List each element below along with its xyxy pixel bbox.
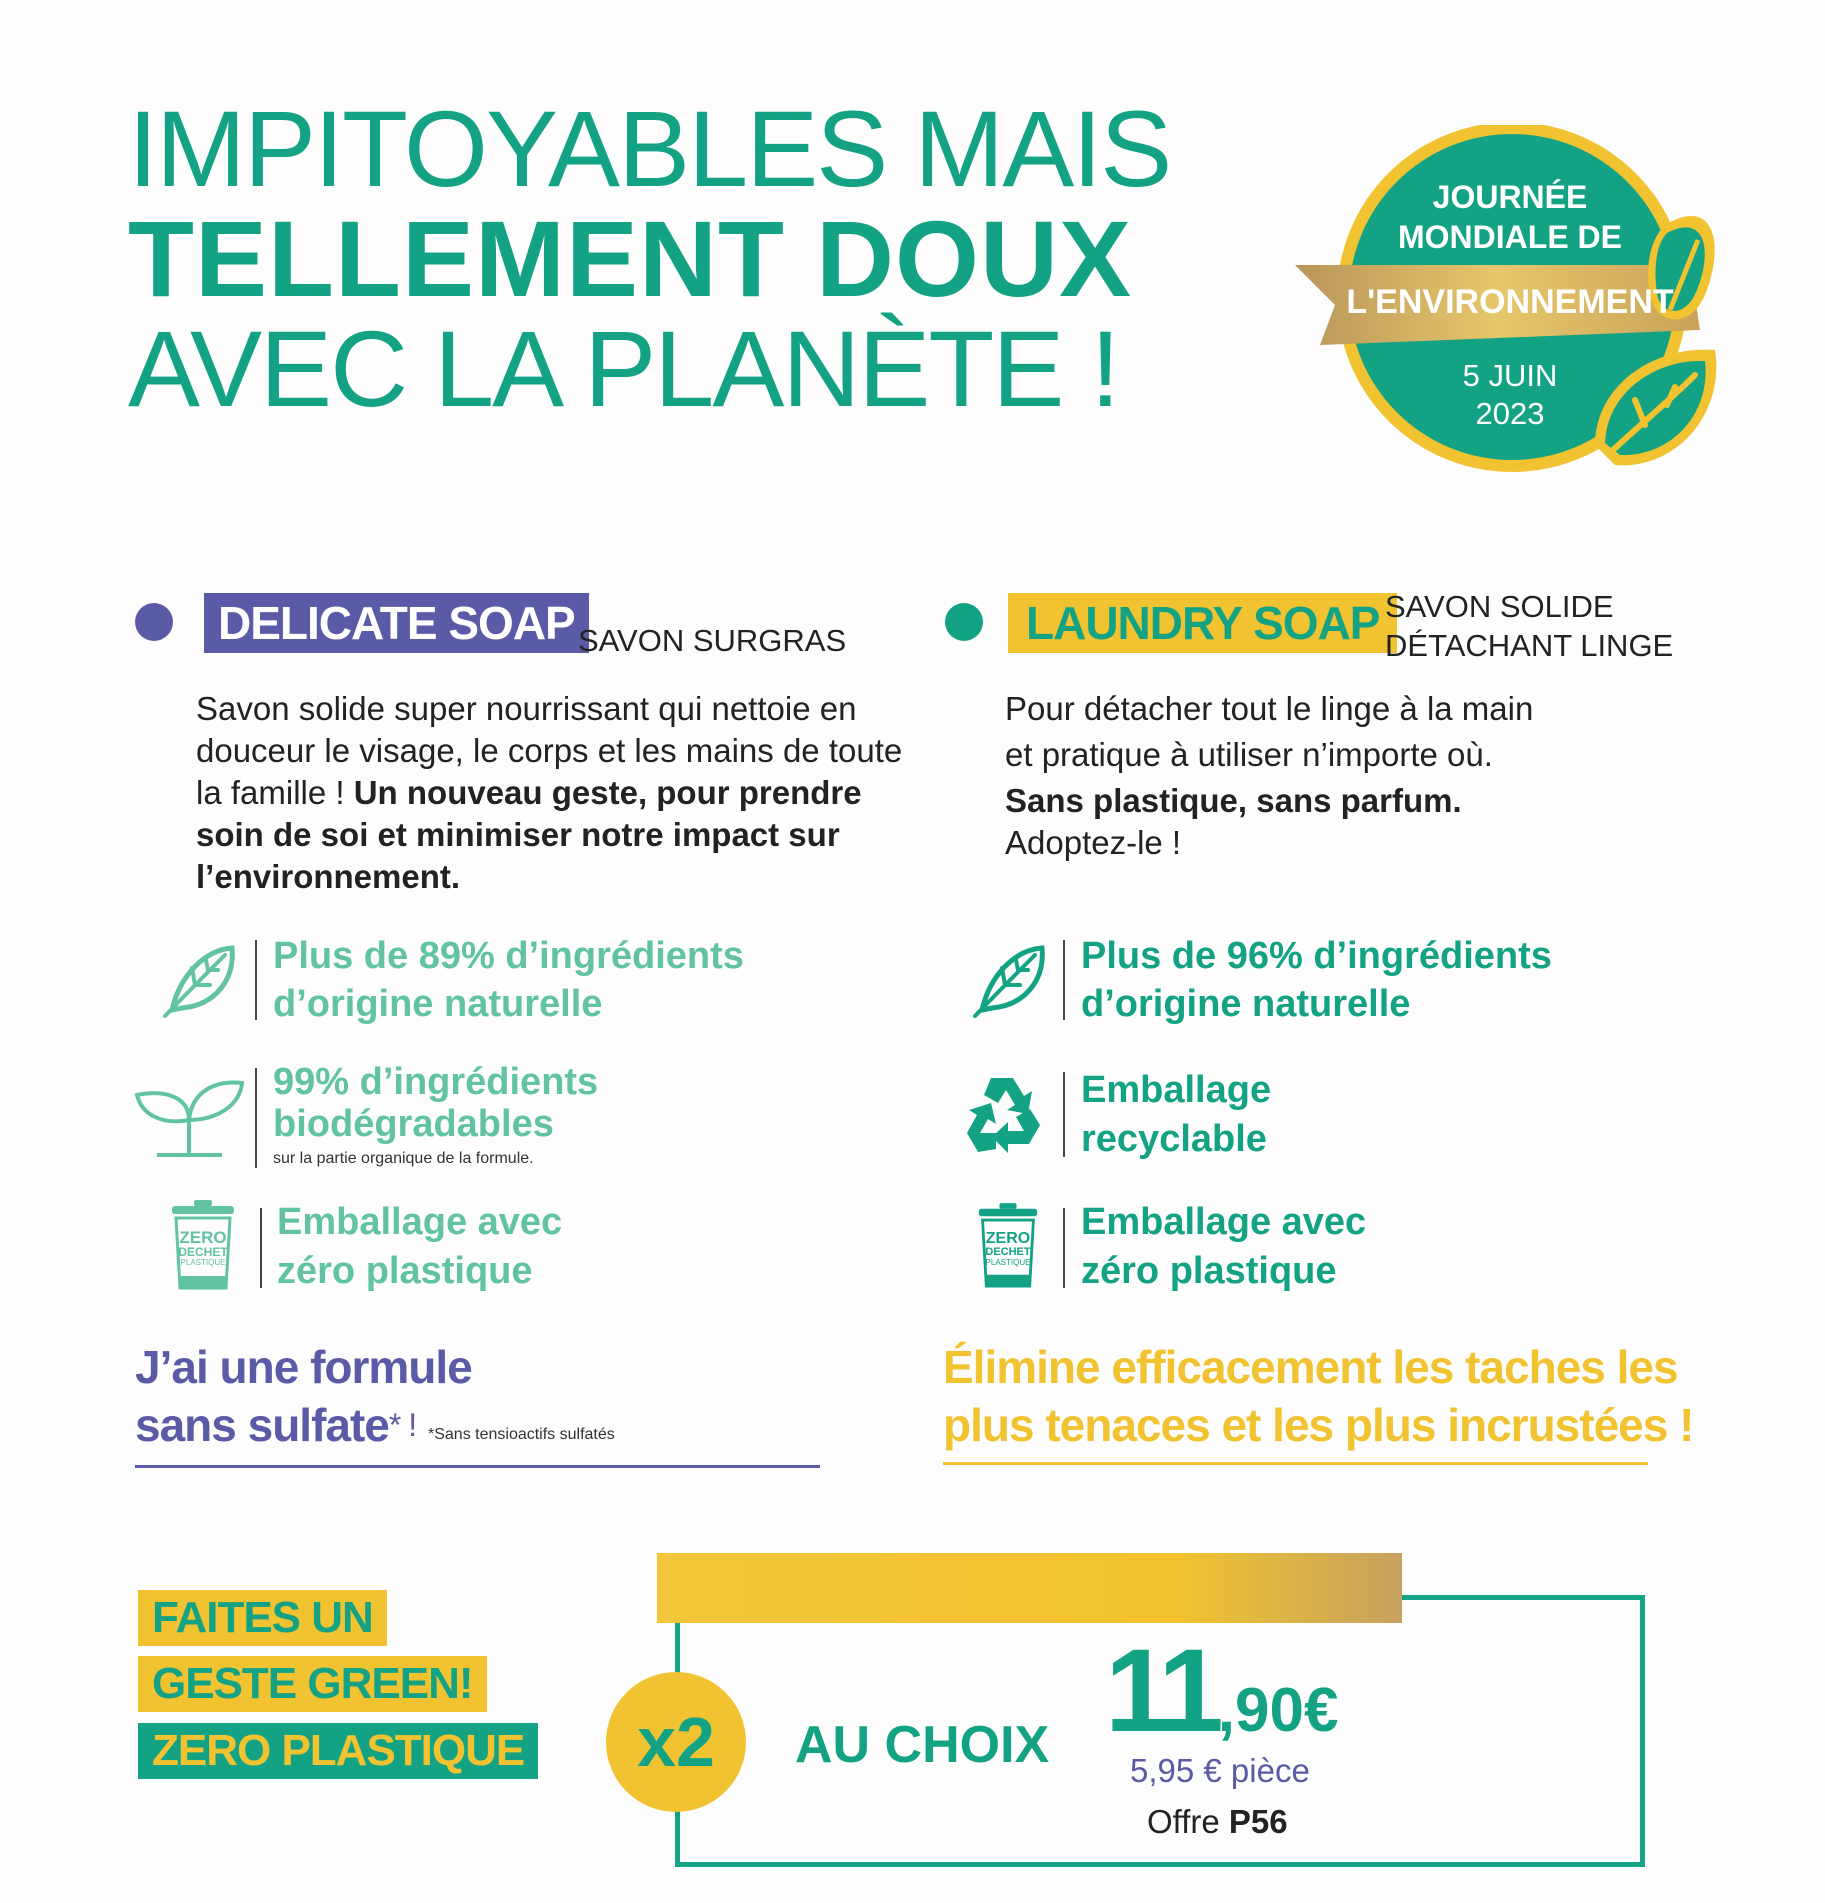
recycle-icon [958, 1070, 1048, 1160]
feature-divider [255, 940, 257, 1020]
promo-line-3: ZERO PLASTIQUE [138, 1723, 538, 1779]
offer-code [1147, 1803, 1288, 1841]
tagline-asterisk: * ! [388, 1407, 417, 1443]
feature-divider [255, 1068, 257, 1168]
laundry-desc-line-2: et pratique à utiliser n’importe où. [1005, 736, 1493, 773]
delicate-feature-2-line-2: biodégradables [273, 1103, 554, 1145]
delicate-feature-3-line-2: zéro plastique [277, 1250, 533, 1292]
feature-divider [1063, 1072, 1065, 1157]
offer-code-value: P56 [1228, 1803, 1288, 1840]
feature-divider [1063, 1208, 1065, 1288]
sulfate-footnote: *Sans tensioactifs sulfatés [428, 1426, 615, 1443]
plastique-label: PLASTIQUE [985, 1258, 1031, 1267]
laundry-feature-3-line-1: Emballage avec [1081, 1201, 1367, 1243]
delicate-soap-subtitle: SAVON SURGRAS [578, 623, 847, 658]
price-box-gold-bar [657, 1553, 1402, 1623]
delicate-tagline-line-2 [135, 1396, 416, 1454]
delicate-description-text: Savon solide super nourrissant qui nettoie en douceur le visage, le corps et les mains de toute la famille ! [196, 690, 903, 811]
delicate-feature-2-line-1: 99% d’ingrédients [273, 1061, 599, 1103]
zero-waste-bin-icon [975, 1203, 1041, 1288]
headline-line-1: IMPITOYABLES MAIS [128, 88, 1171, 209]
offer-label: Offre [1147, 1803, 1229, 1840]
laundry-feature-3-line-2: zéro plastique [1081, 1250, 1337, 1292]
laundry-subtitle-line-1: SAVON SOLIDE [1385, 589, 1614, 624]
delicate-tagline-text: sans sulfate [135, 1399, 389, 1451]
delicate-bullet [135, 603, 173, 641]
dechet-label: DECHET [985, 1246, 1031, 1258]
feature-divider [260, 1208, 262, 1288]
price [1105, 1625, 1339, 1757]
badge-line-2: MONDIALE DE [1398, 219, 1622, 255]
delicate-soap-title: DELICATE SOAP [204, 593, 589, 653]
badge-date-year: 2023 [1475, 396, 1545, 431]
delicate-description [196, 688, 916, 898]
delicate-description-bold: Un nouveau geste, pour prendre soin de soi et minimiser notre impact sur l’environnement. [196, 774, 862, 895]
unit-price: 5,95 € pièce [1130, 1752, 1310, 1789]
laundry-tagline-line-2: plus tenaces et les plus incrustées ! [943, 1399, 1694, 1451]
environment-day-badge [1295, 125, 1735, 485]
zero-label: ZERO [179, 1228, 227, 1247]
laundry-tagline-line-1: Élimine efficacement les taches les [943, 1341, 1678, 1393]
laundry-desc-bold: Sans plastique, sans parfum. [1005, 782, 1462, 819]
delicate-tagline-line-1: J’ai une formule [135, 1341, 472, 1393]
laundry-desc-line-1: Pour détacher tout le linge à la main [1005, 690, 1534, 727]
laundry-feature-2-line-1: Emballage [1081, 1069, 1272, 1111]
badge-ribbon-text: L'ENVIRONNEMENT [1346, 283, 1674, 321]
laundry-feature-1-line-2: d’origine naturelle [1081, 983, 1411, 1025]
badge-line-1: JOURNÉE [1432, 179, 1588, 215]
feature-divider [1063, 940, 1065, 1020]
multiplier-text: x2 [637, 1703, 715, 1781]
zero-label: ZERO [985, 1230, 1031, 1247]
leaf-icon [160, 940, 240, 1020]
sprout-icon [132, 1075, 247, 1160]
price-euros: 11 [1105, 1625, 1218, 1757]
delicate-feature-2-note: sur la partie organique de la formule. [273, 1150, 534, 1167]
promo-line-1: FAITES UN [138, 1590, 387, 1646]
plastique-label: PLASTIQUE [180, 1258, 226, 1267]
price-cents: ,90€ [1217, 1676, 1339, 1745]
delicate-underline [135, 1465, 820, 1468]
laundry-feature-1-line-1: Plus de 96% d’ingrédients [1081, 935, 1552, 977]
zero-waste-bin-icon [168, 1200, 238, 1290]
delicate-feature-1-line-1: Plus de 89% d’ingrédients [273, 935, 744, 977]
laundry-desc-line-3: Adoptez-le ! [1005, 824, 1182, 861]
au-choix-label: AU CHOIX [795, 1716, 1050, 1774]
promo-line-2: GESTE GREEN! [138, 1656, 487, 1712]
laundry-underline [943, 1462, 1648, 1465]
laundry-soap-title: LAUNDRY SOAP [1008, 593, 1397, 653]
laundry-bullet [945, 603, 983, 641]
delicate-feature-1-line-2: d’origine naturelle [273, 983, 603, 1025]
delicate-feature-3-line-1: Emballage avec [277, 1201, 563, 1243]
headline-line-2: TELLEMENT DOUX [128, 198, 1132, 319]
headline-line-3: AVEC LA PLANÈTE ! [128, 308, 1119, 429]
laundry-subtitle-line-2: DÉTACHANT LINGE [1385, 628, 1674, 663]
leaf-icon [970, 940, 1050, 1020]
badge-date-day: 5 JUIN [1462, 358, 1558, 393]
laundry-feature-2-line-2: recyclable [1081, 1118, 1267, 1160]
dechet-label: DECHET [178, 1245, 228, 1259]
